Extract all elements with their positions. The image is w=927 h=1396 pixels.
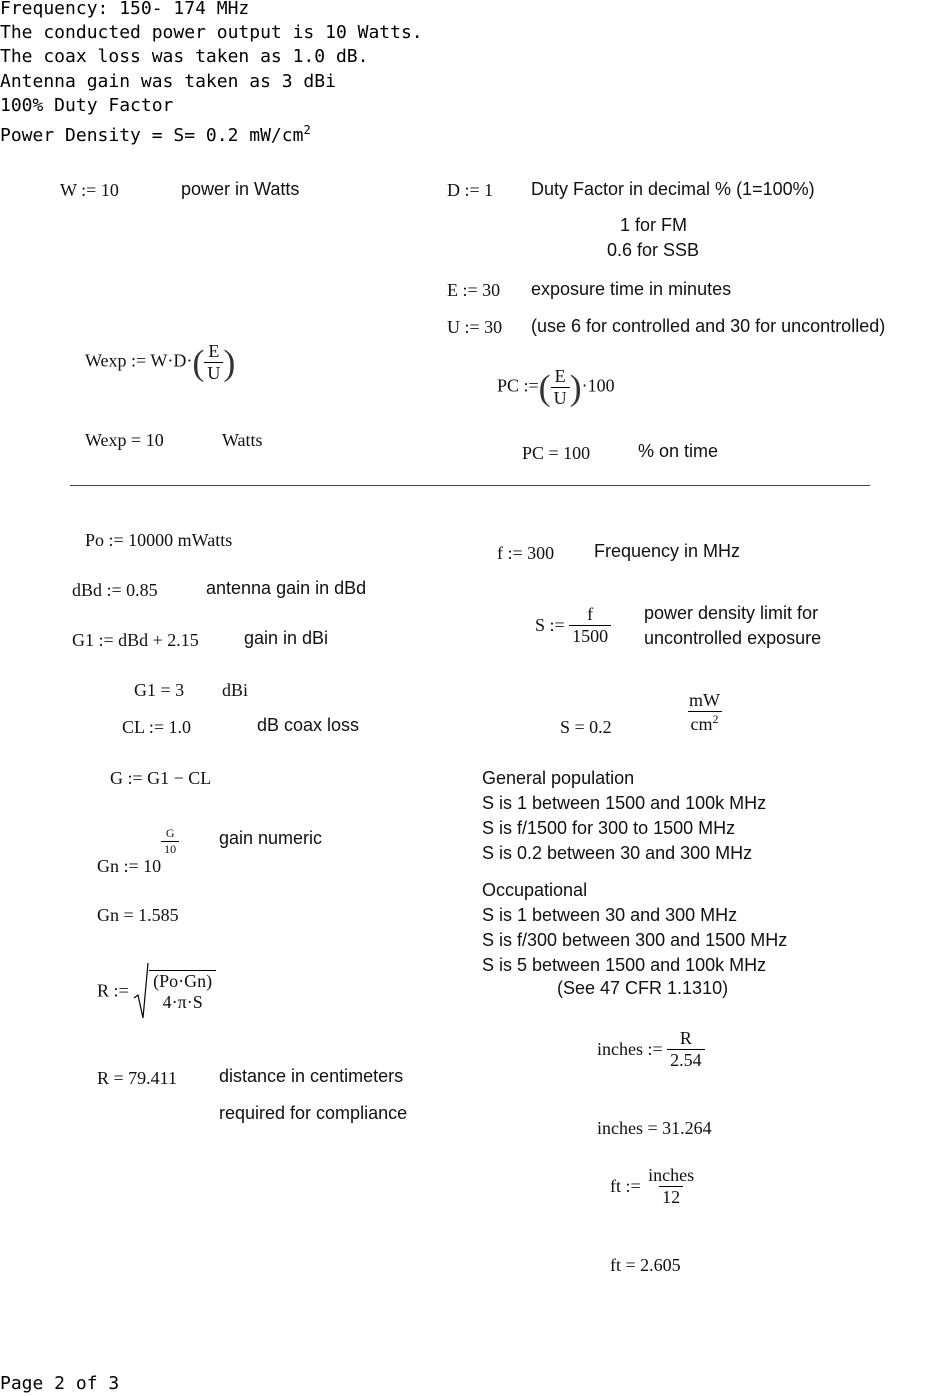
cl-definition: CL := 1.0 (122, 717, 191, 737)
general-population-block (482, 766, 766, 866)
s-definition: S := $\frac{f}{1500}$ (535, 604, 611, 647)
gn-description: gain numeric (219, 828, 323, 848)
fm-note: 1 for FM (620, 215, 688, 235)
coax-loss-line: The coax loss was taken as 1.0 dB. (0, 46, 369, 68)
r-description-2: required for compliance (219, 1103, 408, 1123)
power-density-line: Power Density = S= 0.2 $mW/cm^2$ (0, 123, 311, 147)
frequency-line: Frequency: 150- 174 MHz (0, 0, 250, 19)
wexp-result: Wexp = 10 (85, 430, 164, 450)
s-description-2: uncontrolled exposure (644, 628, 822, 648)
e-definition: E := 30 (447, 280, 501, 300)
dbd-definition: dBd := 0.85 (72, 580, 158, 600)
inches-definition: inches := $\frac{R}{2.54}$ (597, 1028, 705, 1071)
inches-result: inches = 31.264 (597, 1118, 712, 1138)
duty-factor-line: 100% Duty Factor (0, 94, 174, 116)
header-block (0, 0, 423, 148)
wexp-unit: Watts (222, 430, 263, 450)
s-description-1: power density limit for (644, 603, 819, 623)
wexp-definition: Wexp := W·D·( $\frac{E}{U}$ ) (85, 341, 236, 383)
s-unit: $\frac{mW}{cm^2}$ (689, 690, 720, 734)
r-result: R = 79.411 (97, 1068, 177, 1088)
occ-rule-3: S is 5 between 1500 and 100k MHz (482, 955, 767, 975)
u-definition: U := 30 (447, 317, 503, 337)
po-definition: Po := 10000 mWatts (85, 530, 233, 550)
page-number: Page 2 of 3 (0, 1373, 120, 1394)
cl-description: dB coax loss (257, 715, 360, 735)
gp-rule-2: S is f/1500 for 300 to 1500 MHz (482, 818, 736, 838)
cfr-reference: (See 47 CFR 1.1310) (557, 978, 729, 998)
gp-title: General population (482, 768, 635, 788)
antenna-gain-line: Antenna gain was taken as 3 dBi (0, 70, 336, 92)
r-definition: R := (Po·Gn) 4·π·S (97, 962, 216, 1020)
g-definition: G := G1 − CL (110, 768, 212, 788)
pc-description: % on time (638, 441, 719, 461)
g1-definition: G1 := dBd + 2.15 (72, 630, 199, 650)
gn-definition: Gn := 10 $\frac{G}{10}$ (97, 826, 179, 877)
d-definition: D := 1 (447, 180, 494, 200)
gp-rule-1: S is 1 between 1500 and 100k MHz (482, 793, 767, 813)
u-description: (use 6 for controlled and 30 for uncontrolled) (531, 316, 886, 336)
w-description: power in Watts (181, 179, 300, 199)
radical-icon (133, 962, 149, 1020)
gn-result: Gn = 1.585 (97, 905, 179, 925)
ft-definition: ft := $\frac{\text{inches}}{12}$ (610, 1165, 695, 1207)
occ-rule-2: S is f/300 between 300 and 1500 MHz (482, 930, 788, 950)
s-result: S = 0.2 (560, 717, 612, 737)
occ-title: Occupational (482, 880, 588, 900)
power-output-line: The conducted power output is 10 Watts. (0, 22, 423, 44)
g1-result: G1 = 3 (134, 680, 185, 700)
e-description: exposure time in minutes (531, 279, 732, 299)
w-definition: W := 10 (60, 180, 119, 200)
pc-result: PC = 100 (522, 443, 591, 463)
pc-definition: PC :=( $\frac{E}{U}$ )·100 (497, 366, 615, 408)
f-description: Frequency in MHz (594, 541, 741, 561)
occ-rule-1: S is 1 between 30 and 300 MHz (482, 905, 738, 925)
d-description: Duty Factor in decimal % (1=100%) (531, 179, 815, 199)
ft-result: ft = 2.605 (610, 1255, 681, 1275)
r-description-1: distance in centimeters (219, 1066, 404, 1086)
g1-unit: dBi (222, 680, 249, 700)
f-definition: f := 300 (497, 543, 555, 563)
occupational-block (482, 878, 787, 978)
gp-rule-3: S is 0.2 between 30 and 300 MHz (482, 843, 753, 863)
sqrt-symbol: (Po·Gn) 4·π·S (133, 962, 216, 1020)
g1-description: gain in dBi (244, 628, 329, 648)
ssb-note: 0.6 for SSB (607, 240, 700, 260)
section-divider (70, 485, 870, 486)
dbd-description: antenna gain in dBd (206, 578, 367, 598)
